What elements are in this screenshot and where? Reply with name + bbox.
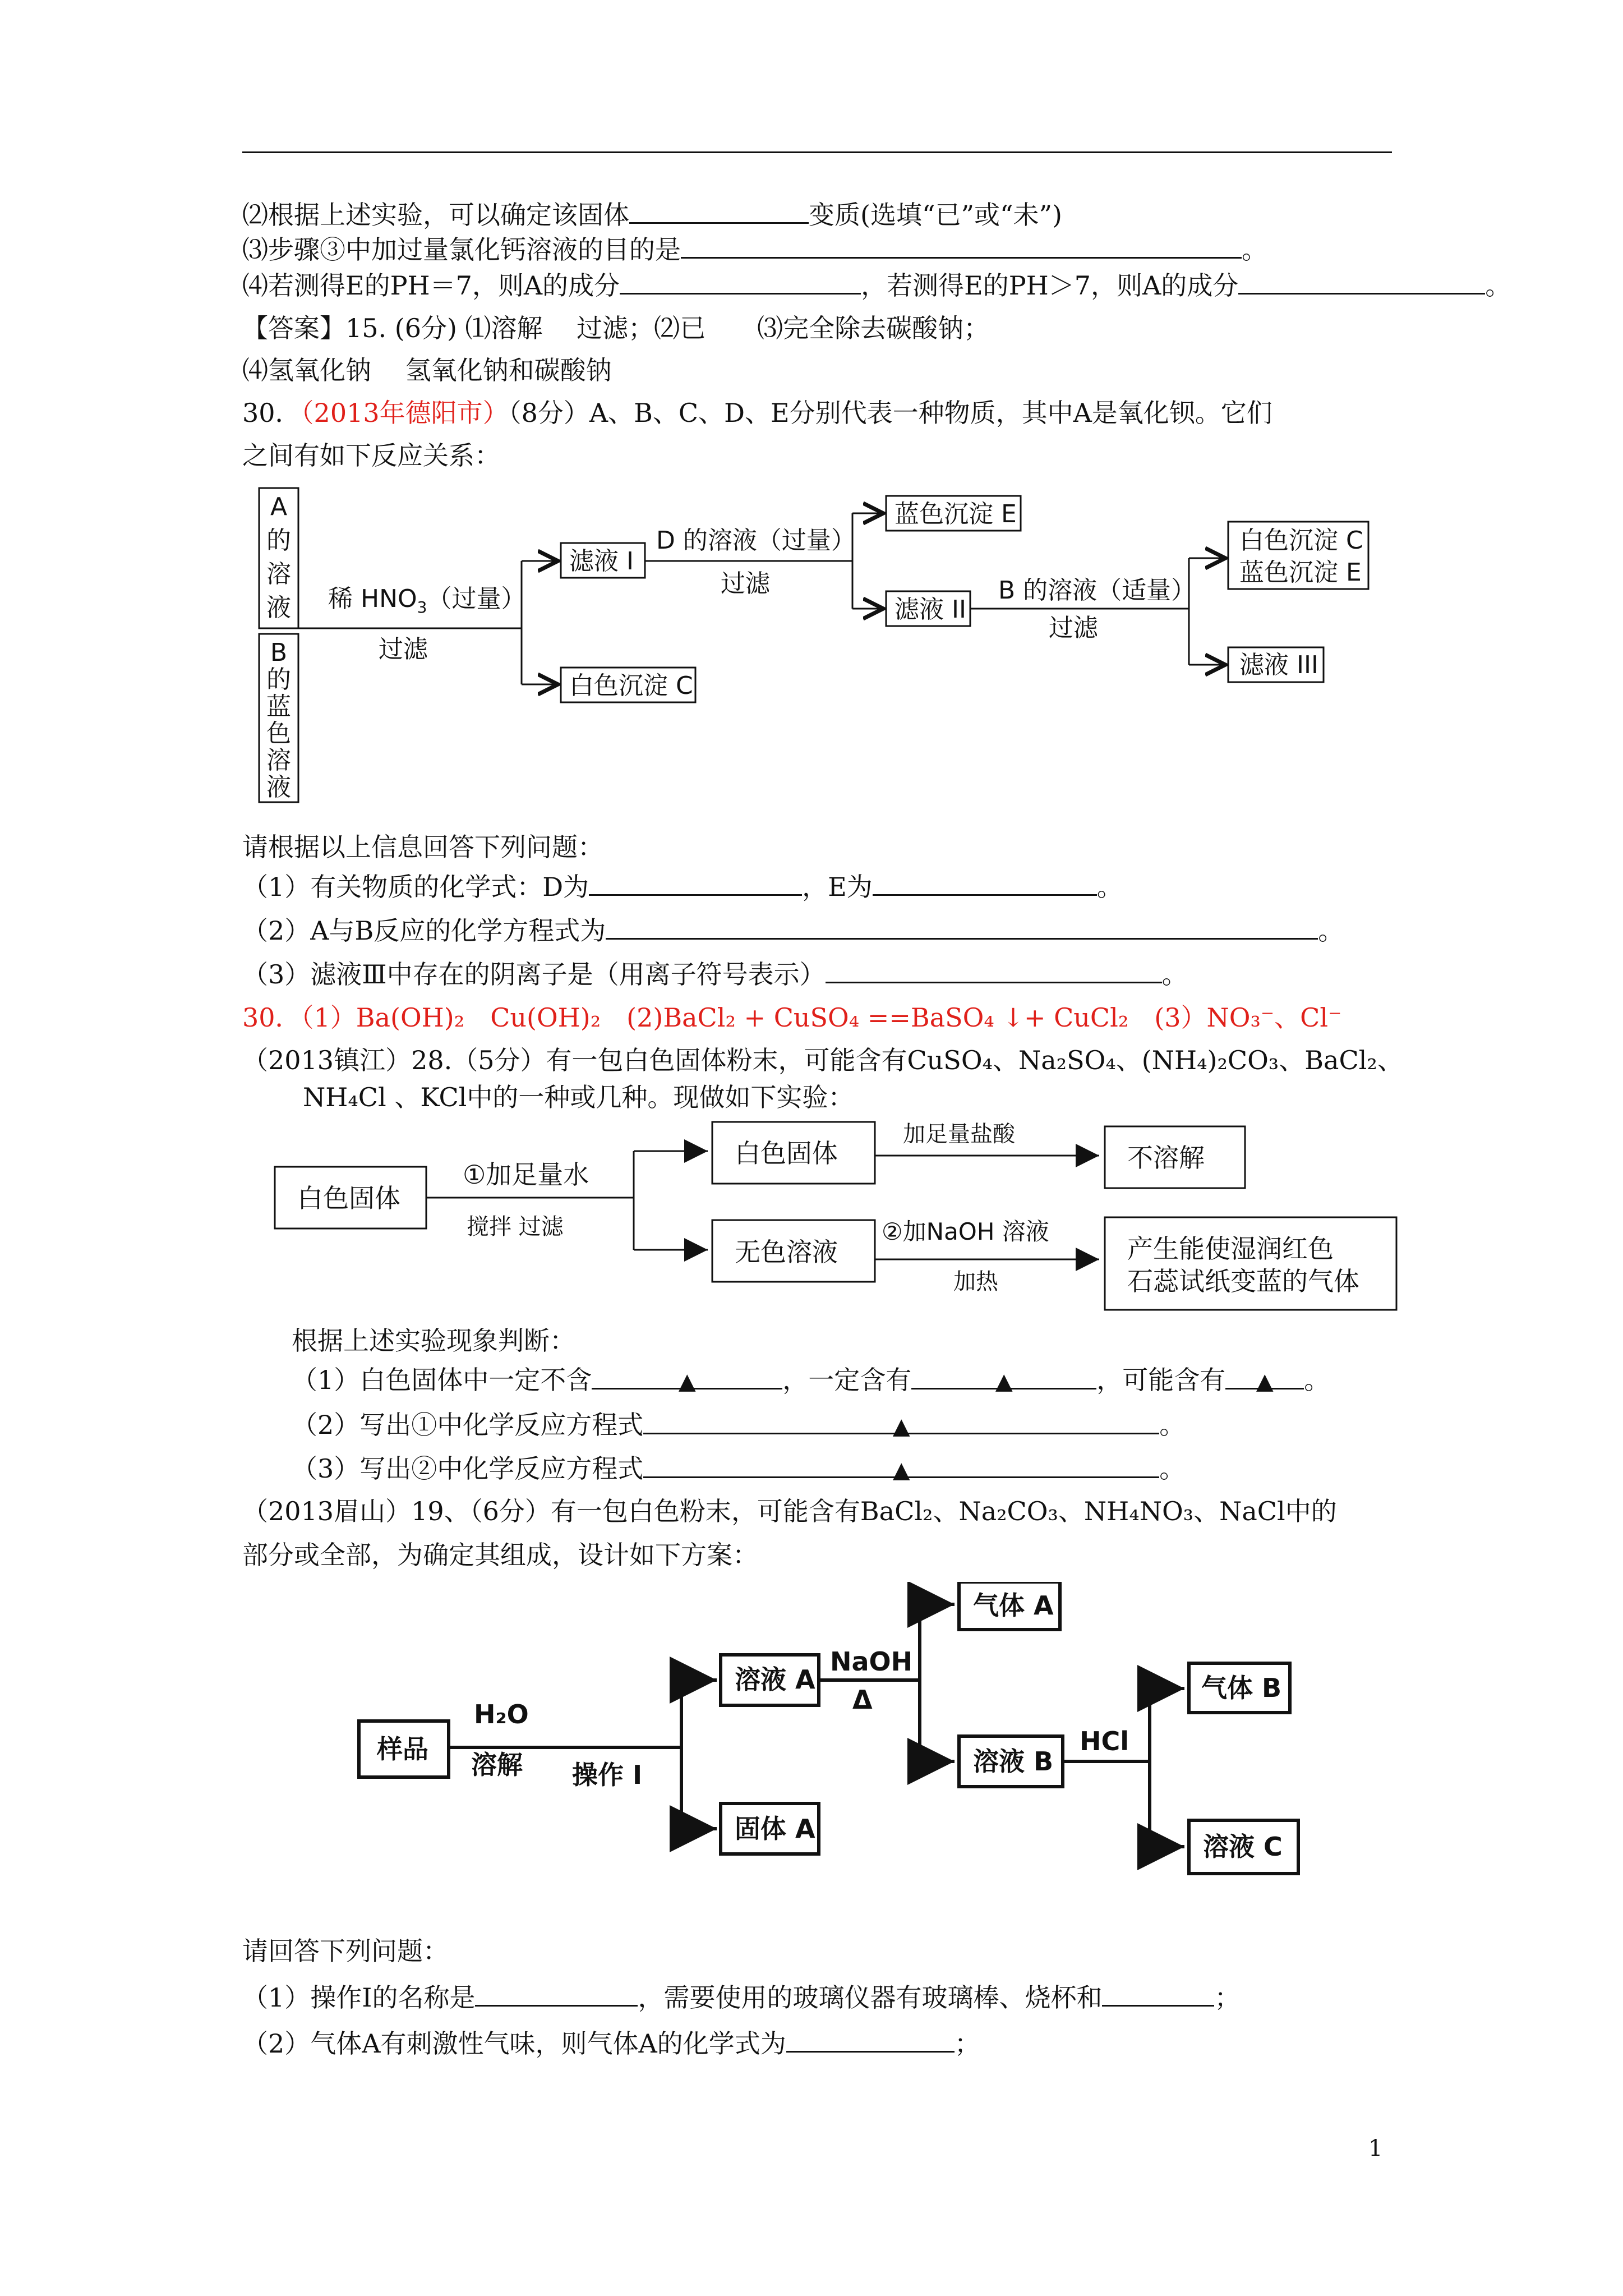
q28-solid: 白色固体 bbox=[735, 1138, 838, 1168]
q19-sol-a: 溶液 A bbox=[735, 1664, 815, 1695]
q28-step1: ①加足量水 bbox=[463, 1159, 589, 1190]
q28-acid: 加足量盐酸 bbox=[903, 1121, 1015, 1147]
filtrate-1: 滤液 I bbox=[569, 547, 634, 576]
q28-stir: 搅拌 过滤 bbox=[467, 1214, 564, 1240]
q19-sol-b: 溶液 B bbox=[973, 1746, 1054, 1777]
q28-heat: 加热 bbox=[953, 1269, 998, 1295]
box-b-char-2: 的 bbox=[266, 665, 291, 694]
q28-gas-line2: 石蕊试纸变蓝的气体 bbox=[1127, 1266, 1359, 1296]
q19-naoh: NaOH bbox=[830, 1646, 913, 1677]
final-c: 白色沉淀 C bbox=[1239, 526, 1363, 555]
q30-q1: （1）有关物质的化学式：D为 ，E为 。 bbox=[242, 869, 1123, 904]
blank-eq1[interactable]: ▲ bbox=[643, 1408, 1159, 1434]
filter-1: 过滤 bbox=[379, 635, 428, 664]
header-rule bbox=[242, 151, 1392, 153]
prev-line-3: ⑶步骤③中加过量氯化钙溶液的目的是 。 bbox=[242, 232, 1267, 266]
reagent-2: D 的溶液（过量） bbox=[656, 526, 856, 555]
q28-insoluble: 不溶解 bbox=[1127, 1143, 1205, 1173]
prev-answer-1: 【答案】15. (6分) ⑴溶解 过滤；⑵已 ⑶完全除去碳酸钠； bbox=[242, 313, 990, 343]
final-e: 蓝色沉淀 E bbox=[1239, 558, 1362, 587]
box-b-char-3: 蓝 bbox=[266, 692, 291, 721]
q19-delta: Δ bbox=[852, 1685, 873, 1715]
blank-e[interactable] bbox=[873, 869, 1097, 896]
q30-ask: 请根据以上信息回答下列问题： bbox=[242, 832, 603, 862]
q28-solution: 无色溶液 bbox=[735, 1237, 838, 1267]
box-b-char-6: 液 bbox=[266, 773, 291, 802]
page-number: 1 bbox=[1368, 2136, 1383, 2161]
blank-operation[interactable] bbox=[475, 1980, 638, 2007]
box-b-char-1: B bbox=[270, 638, 288, 667]
filtrate-2: 滤液 II bbox=[895, 595, 966, 624]
reagent-3: B 的溶液（适量） bbox=[998, 576, 1196, 605]
blank-2[interactable] bbox=[681, 232, 1242, 259]
blank-eq2[interactable]: ▲ bbox=[643, 1452, 1159, 1478]
q19-intro-1: （2013眉山）19、（6分）有一包白色粉末，可能含有BaCl₂、Na₂CO₃、NH₄NO₃、NaCl中的 bbox=[242, 1496, 1337, 1526]
q19-ask: 请回答下列问题： bbox=[242, 1936, 449, 1966]
box-b-char-5: 溶 bbox=[266, 746, 291, 775]
filter-2: 过滤 bbox=[721, 569, 770, 598]
q28-intro-2: NH₄Cl 、KCl中的一种或几种。现做如下实验： bbox=[303, 1082, 854, 1112]
precip-e: 蓝色沉淀 E bbox=[895, 500, 1017, 528]
box-a-char-4: 液 bbox=[266, 593, 291, 622]
q19-gas-a: 气体 A bbox=[973, 1590, 1054, 1621]
blank-gas-a[interactable] bbox=[786, 2026, 955, 2053]
blank-ions[interactable] bbox=[826, 957, 1162, 983]
filtrate-3: 滤液 III bbox=[1239, 651, 1318, 679]
blank-contain[interactable]: ▲ bbox=[911, 1363, 1096, 1389]
precip-c: 白色沉淀 C bbox=[569, 671, 693, 700]
q30-source: （2013年德阳市） bbox=[301, 398, 509, 428]
blank-4[interactable] bbox=[1238, 268, 1485, 295]
q19-hcl: HCl bbox=[1080, 1726, 1129, 1756]
q30-flow-diagram bbox=[247, 477, 1424, 813]
prev-answer-2: ⑷氢氧化钠 氢氧化钠和碳酸钠 bbox=[242, 355, 612, 385]
q28-intro-1: （2013镇江）28.（5分）有一包白色固体粉末，可能含有CuSO₄、Na₂SO₄、(NH₄)₂CO₃、BaCl₂、 bbox=[242, 1045, 1403, 1075]
blank-1[interactable] bbox=[629, 197, 809, 224]
q28-step2: ②加NaOH 溶液 bbox=[882, 1218, 1049, 1245]
q28-judge: 根据上述实验现象判断： bbox=[292, 1326, 575, 1356]
q19-dissolve: 溶解 bbox=[471, 1750, 523, 1780]
box-b-char-4: 色 bbox=[266, 719, 291, 748]
filter-3: 过滤 bbox=[1049, 614, 1098, 642]
q19-q2: （2）气体A有刺激性气味，则气体A的化学式为 ； bbox=[242, 2026, 980, 2060]
q19-solid-a: 固体 A bbox=[735, 1814, 815, 1844]
prev-line-2: ⑵根据上述实验，可以确定该固体 变质(选填“已”或“未”) bbox=[242, 197, 1062, 232]
blank-eq[interactable] bbox=[606, 913, 1318, 940]
prev-line-4: ⑷若测得E的PH＝7，则A的成分 ，若测得E的PH＞7，则A的成分 。 bbox=[242, 268, 1511, 302]
q30-q2: （2）A与B反应的化学方程式为 。 bbox=[242, 913, 1344, 947]
q19-q1: （1）操作Ⅰ的名称是 ，需要使用的玻璃仪器有玻璃棒、烧杯和 ； bbox=[242, 1980, 1240, 2014]
q28-start: 白色固体 bbox=[297, 1183, 400, 1213]
q19-sol-c: 溶液 C bbox=[1203, 1832, 1283, 1862]
q19-intro-2: 部分或全部，为确定其组成，设计如下方案： bbox=[242, 1540, 758, 1570]
reagent-1: 稀 $HNO_3$（过量） bbox=[328, 585, 526, 616]
q30-intro-2: 之间有如下反应关系： bbox=[242, 440, 500, 471]
q19-water: H₂O bbox=[474, 1699, 529, 1729]
blank-d[interactable] bbox=[589, 869, 802, 896]
q28-q2: （2）写出①中化学反应方程式 ▲ 。 bbox=[292, 1408, 1185, 1442]
q19-flow-diagram bbox=[348, 1582, 1357, 1896]
q28-q1: （1）白色固体中一定不含 ▲ ，一定含有 ▲ ，可能含有 ▲ 。 bbox=[292, 1363, 1330, 1397]
q19-op1: 操作 I bbox=[572, 1760, 643, 1790]
q30-answer: 30．（1）Ba(OH)₂ Cu(OH)₂ (2)BaCl₂ + CuSO₄ ==BaSO₄ ↓+ CuCl₂ (3）NO₃⁻、Cl⁻ bbox=[242, 1002, 1342, 1033]
blank-may-contain[interactable]: ▲ bbox=[1225, 1363, 1304, 1389]
box-a-char-2: 的 bbox=[266, 526, 291, 555]
q28-flow-diagram bbox=[269, 1111, 1424, 1324]
blank-glassware[interactable] bbox=[1102, 1980, 1214, 2007]
q28-gas-line1: 产生能使湿润红色 bbox=[1127, 1234, 1334, 1264]
blank-not-contain[interactable]: ▲ bbox=[592, 1363, 782, 1389]
box-a-char-1: A bbox=[270, 493, 288, 521]
q28-q3: （3）写出②中化学反应方程式 ▲ 。 bbox=[292, 1452, 1185, 1485]
blank-3[interactable] bbox=[620, 268, 861, 295]
q19-sample: 样品 bbox=[377, 1734, 428, 1764]
q19-gas-b: 气体 B bbox=[1201, 1673, 1282, 1703]
q30-intro-1: 30．（2013年德阳市）（8分）A、B、C、D、E分别代表一种物质，其中A是氧化钡。它们 bbox=[242, 398, 1272, 428]
q30-q3: （3）滤液Ⅲ中存在的阴离子是（用离子符号表示） 。 bbox=[242, 957, 1188, 991]
box-a-char-3: 溶 bbox=[266, 560, 291, 588]
